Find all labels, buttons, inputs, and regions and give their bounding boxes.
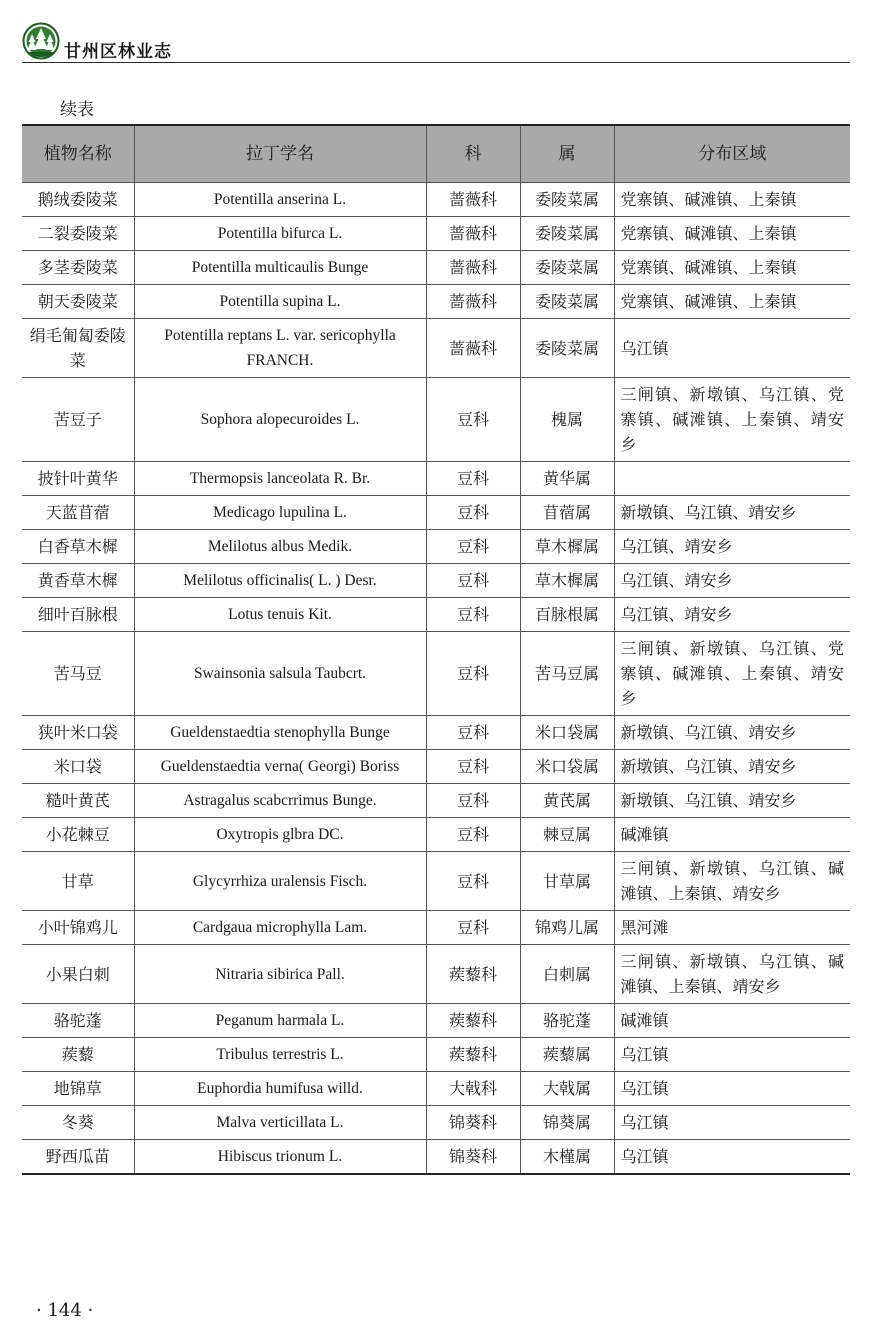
plant-name-cell: 地锦草 <box>22 1072 134 1106</box>
table-row <box>22 319 850 378</box>
genus-cell: 黄芪属 <box>520 784 614 818</box>
family-cell: 豆科 <box>426 530 520 564</box>
column-header-latin: 拉丁学名 <box>134 125 426 183</box>
distribution-cell <box>614 462 850 496</box>
distribution-cell: 党寨镇、碱滩镇、上秦镇 <box>614 285 850 319</box>
latin-name-cell: Potentilla bifurca L. <box>134 217 426 251</box>
family-cell: 豆科 <box>426 496 520 530</box>
latin-name-cell: Astragalus scabcrrimus Bunge. <box>134 784 426 818</box>
latin-name-cell: Lotus tenuis Kit. <box>134 598 426 632</box>
table-row <box>22 1106 850 1140</box>
family-cell: 豆科 <box>426 750 520 784</box>
family-cell: 豆科 <box>426 564 520 598</box>
genus-cell: 委陵菜属 <box>520 285 614 319</box>
distribution-cell: 乌江镇 <box>614 1072 850 1106</box>
table-caption: 续表 <box>60 100 94 120</box>
genus-cell: 棘豆属 <box>520 818 614 852</box>
latin-name-cell: Swainsonia salsula Taubcrt. <box>134 632 426 716</box>
distribution-cell: 新墩镇、乌江镇、靖安乡 <box>614 496 850 530</box>
genus-cell: 委陵菜属 <box>520 183 614 217</box>
family-cell: 豆科 <box>426 632 520 716</box>
family-cell: 蒺藜科 <box>426 1004 520 1038</box>
distribution-cell: 碱滩镇 <box>614 1004 850 1038</box>
header-divider <box>22 62 850 63</box>
distribution-cell: 乌江镇 <box>614 1140 850 1175</box>
latin-name-cell: Hibiscus trionum L. <box>134 1140 426 1175</box>
plant-name-cell: 白香草木樨 <box>22 530 134 564</box>
distribution-cell: 新墩镇、乌江镇、靖安乡 <box>614 750 850 784</box>
table-row <box>22 911 850 945</box>
table-row <box>22 462 850 496</box>
genus-cell: 米口袋属 <box>520 716 614 750</box>
genus-cell: 百脉根属 <box>520 598 614 632</box>
genus-cell: 苦马豆属 <box>520 632 614 716</box>
family-cell: 蔷薇科 <box>426 183 520 217</box>
distribution-cell: 三闸镇、新墩镇、乌江镇、碱滩镇、上秦镇、靖安乡 <box>614 945 850 1004</box>
plant-name-cell: 糙叶黄芪 <box>22 784 134 818</box>
plant-name-cell: 多茎委陵菜 <box>22 251 134 285</box>
family-cell: 豆科 <box>426 378 520 462</box>
plant-name-cell: 黄香草木樨 <box>22 564 134 598</box>
distribution-cell: 党寨镇、碱滩镇、上秦镇 <box>614 183 850 217</box>
family-cell: 豆科 <box>426 911 520 945</box>
table-row <box>22 818 850 852</box>
plant-name-cell: 甘草 <box>22 852 134 911</box>
plant-name-cell: 细叶百脉根 <box>22 598 134 632</box>
plant-name-cell: 苦豆子 <box>22 378 134 462</box>
table-row <box>22 251 850 285</box>
plant-name-cell: 绢毛匍匐委陵菜 <box>22 319 134 378</box>
latin-name-cell: Nitraria sibirica Pall. <box>134 945 426 1004</box>
latin-name-cell: Glycyrrhiza uralensis Fisch. <box>134 852 426 911</box>
plant-name-cell: 二裂委陵菜 <box>22 217 134 251</box>
latin-name-cell: Peganum harmala L. <box>134 1004 426 1038</box>
latin-name-cell: Melilotus officinalis( L. ) Desr. <box>134 564 426 598</box>
table-row <box>22 852 850 911</box>
genus-cell: 锦葵属 <box>520 1106 614 1140</box>
plant-name-cell: 野西瓜苗 <box>22 1140 134 1175</box>
latin-name-cell: Gueldenstaedtia verna( Georgi) Boriss <box>134 750 426 784</box>
genus-cell: 草木樨属 <box>520 564 614 598</box>
table-body <box>22 183 850 1175</box>
table-row <box>22 598 850 632</box>
family-cell: 蔷薇科 <box>426 251 520 285</box>
page-header <box>22 22 850 64</box>
plant-name-cell: 狭叶米口袋 <box>22 716 134 750</box>
distribution-cell: 乌江镇、靖安乡 <box>614 530 850 564</box>
table-row <box>22 945 850 1004</box>
genus-cell: 白刺属 <box>520 945 614 1004</box>
plant-name-cell: 鹅绒委陵菜 <box>22 183 134 217</box>
plant-name-cell: 骆驼蓬 <box>22 1004 134 1038</box>
family-cell: 大戟科 <box>426 1072 520 1106</box>
distribution-cell: 三闸镇、新墩镇、乌江镇、党寨镇、碱滩镇、上秦镇、靖安乡 <box>614 378 850 462</box>
distribution-cell: 三闸镇、新墩镇、乌江镇、党寨镇、碱滩镇、上秦镇、靖安乡 <box>614 632 850 716</box>
latin-name-cell: Potentilla multicaulis Bunge <box>134 251 426 285</box>
genus-cell: 甘草属 <box>520 852 614 911</box>
latin-name-cell: Tribulus terrestris L. <box>134 1038 426 1072</box>
genus-cell: 木槿属 <box>520 1140 614 1175</box>
table-row <box>22 530 850 564</box>
distribution-cell: 新墩镇、乌江镇、靖安乡 <box>614 784 850 818</box>
distribution-cell: 党寨镇、碱滩镇、上秦镇 <box>614 251 850 285</box>
table-row <box>22 632 850 716</box>
plant-table <box>22 124 850 1175</box>
plant-name-cell: 冬葵 <box>22 1106 134 1140</box>
family-cell: 蔷薇科 <box>426 217 520 251</box>
latin-name-cell: Malva verticillata L. <box>134 1106 426 1140</box>
family-cell: 锦葵科 <box>426 1106 520 1140</box>
latin-name-cell: Potentilla anserina L. <box>134 183 426 217</box>
table-row <box>22 716 850 750</box>
table-row <box>22 183 850 217</box>
table-row <box>22 285 850 319</box>
plant-name-cell: 小叶锦鸡儿 <box>22 911 134 945</box>
distribution-cell: 黑河滩 <box>614 911 850 945</box>
latin-name-cell: Medicago lupulina L. <box>134 496 426 530</box>
distribution-cell: 新墩镇、乌江镇、靖安乡 <box>614 716 850 750</box>
family-cell: 蔷薇科 <box>426 285 520 319</box>
genus-cell: 米口袋属 <box>520 750 614 784</box>
distribution-cell: 乌江镇 <box>614 319 850 378</box>
family-cell: 豆科 <box>426 716 520 750</box>
latin-name-cell: Euphordia humifusa willd. <box>134 1072 426 1106</box>
family-cell: 豆科 <box>426 462 520 496</box>
latin-name-cell: Sophora alopecuroides L. <box>134 378 426 462</box>
distribution-cell: 乌江镇、靖安乡 <box>614 598 850 632</box>
genus-cell: 委陵菜属 <box>520 217 614 251</box>
genus-cell: 草木樨属 <box>520 530 614 564</box>
genus-cell: 槐属 <box>520 378 614 462</box>
plant-name-cell: 苦马豆 <box>22 632 134 716</box>
column-header-name: 植物名称 <box>22 125 134 183</box>
table-row <box>22 1072 850 1106</box>
forest-logo-icon <box>22 22 60 60</box>
column-header-family: 科 <box>426 125 520 183</box>
plant-name-cell: 蒺藜 <box>22 1038 134 1072</box>
plant-name-cell: 小果白刺 <box>22 945 134 1004</box>
family-cell: 豆科 <box>426 598 520 632</box>
plant-name-cell: 天蓝苜蓿 <box>22 496 134 530</box>
distribution-cell: 乌江镇、靖安乡 <box>614 564 850 598</box>
table-row <box>22 496 850 530</box>
family-cell: 蒺藜科 <box>426 1038 520 1072</box>
distribution-cell: 党寨镇、碱滩镇、上秦镇 <box>614 217 850 251</box>
plant-name-cell: 披针叶黄华 <box>22 462 134 496</box>
latin-name-cell: Gueldenstaedtia stenophylla Bunge <box>134 716 426 750</box>
table-row <box>22 1038 850 1072</box>
column-header-genus: 属 <box>520 125 614 183</box>
table-row <box>22 1140 850 1175</box>
column-header-distribution: 分布区域 <box>614 125 850 183</box>
genus-cell: 委陵菜属 <box>520 319 614 378</box>
genus-cell: 苜蓿属 <box>520 496 614 530</box>
family-cell: 锦葵科 <box>426 1140 520 1175</box>
family-cell: 豆科 <box>426 818 520 852</box>
genus-cell: 蒺藜属 <box>520 1038 614 1072</box>
page-number: · 144 · <box>36 1300 94 1321</box>
table-row <box>22 784 850 818</box>
distribution-cell: 三闸镇、新墩镇、乌江镇、碱滩镇、上秦镇、靖安乡 <box>614 852 850 911</box>
table-row <box>22 217 850 251</box>
latin-name-cell: Oxytropis glbra DC. <box>134 818 426 852</box>
distribution-cell: 碱滩镇 <box>614 818 850 852</box>
plant-name-cell: 小花棘豆 <box>22 818 134 852</box>
latin-name-cell: Thermopsis lanceolata R. Br. <box>134 462 426 496</box>
table-row <box>22 564 850 598</box>
table-row <box>22 750 850 784</box>
genus-cell: 锦鸡儿属 <box>520 911 614 945</box>
family-cell: 豆科 <box>426 784 520 818</box>
distribution-cell: 乌江镇 <box>614 1038 850 1072</box>
genus-cell: 委陵菜属 <box>520 251 614 285</box>
distribution-cell: 乌江镇 <box>614 1106 850 1140</box>
family-cell: 豆科 <box>426 852 520 911</box>
genus-cell: 大戟属 <box>520 1072 614 1106</box>
family-cell: 蒺藜科 <box>426 945 520 1004</box>
plant-name-cell: 米口袋 <box>22 750 134 784</box>
book-title: 甘州区林业志 <box>64 42 172 62</box>
genus-cell: 骆驼蓬 <box>520 1004 614 1038</box>
genus-cell: 黄华属 <box>520 462 614 496</box>
table-header-row <box>22 125 850 183</box>
latin-name-cell: Melilotus albus Medik. <box>134 530 426 564</box>
latin-name-cell: Potentilla supina L. <box>134 285 426 319</box>
latin-name-cell: Potentilla reptans L. var. sericophylla FRANCH. <box>134 319 426 378</box>
latin-name-cell: Cardgaua microphylla Lam. <box>134 911 426 945</box>
table-row <box>22 1004 850 1038</box>
family-cell: 蔷薇科 <box>426 319 520 378</box>
table-row <box>22 378 850 462</box>
plant-name-cell: 朝天委陵菜 <box>22 285 134 319</box>
